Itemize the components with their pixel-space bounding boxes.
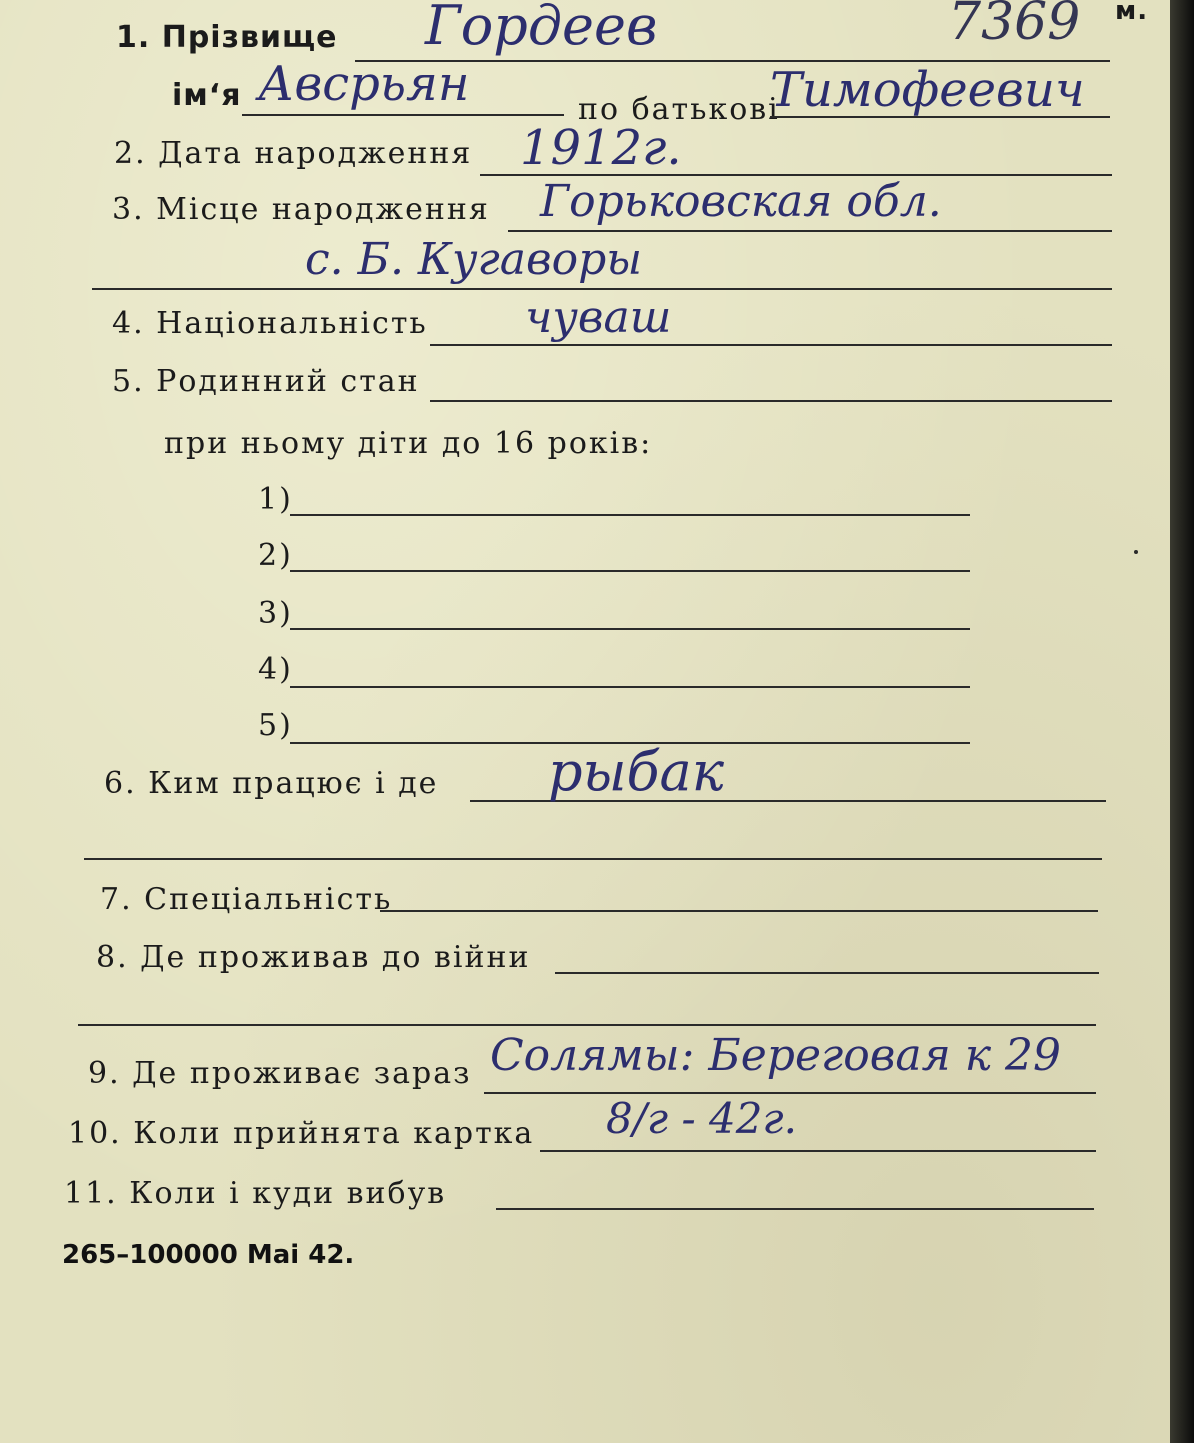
nationality-handwriting: чуваш xyxy=(525,292,672,343)
birth-place-label: 3. Місце народження xyxy=(112,192,490,227)
family-status-line xyxy=(430,400,1112,402)
card-accepted-handwriting: 8/г - 42г. xyxy=(606,1094,798,1143)
child-4-line xyxy=(290,686,970,688)
prewar-residence-line-2 xyxy=(78,1024,1096,1026)
occupation-handwriting: рыбак xyxy=(548,740,724,803)
first-name-handwriting: Авсрьян xyxy=(258,56,470,112)
print-code: 265–100000 Mai 42. xyxy=(62,1240,355,1270)
prewar-residence-label: 8. Де проживав до війни xyxy=(96,940,531,975)
family-status-label: 5. Родинний стан xyxy=(112,364,420,399)
child-2-label: 2) xyxy=(258,538,293,573)
card-accepted-label: 10. Коли прийнята картка xyxy=(68,1116,535,1151)
birth-place-handwriting-2: с. Б. Кугаворы xyxy=(305,234,643,285)
specialty-line xyxy=(380,910,1098,912)
birth-date-handwriting: 1912г. xyxy=(520,120,682,176)
background-edge xyxy=(1170,0,1194,1443)
departure-line xyxy=(496,1208,1094,1210)
departure-label: 11. Коли і куди вибув xyxy=(64,1176,447,1211)
card-number-handwriting: 7369 xyxy=(948,0,1081,52)
child-2-line xyxy=(290,570,970,572)
birth-place-line-1 xyxy=(508,230,1112,232)
first-name-label: ім‘я xyxy=(172,78,242,113)
patronymic-handwriting: Тимофеевич xyxy=(770,62,1085,118)
nationality-label: 4. Національність xyxy=(112,306,428,341)
surname-handwriting: Гордеев xyxy=(425,0,658,57)
children-label: при ньому діти до 16 років: xyxy=(164,426,653,461)
current-residence-handwriting: Солямы: Береговая к 29 xyxy=(490,1030,1061,1081)
child-4-label: 4) xyxy=(258,652,293,687)
patronymic-label: по батькові xyxy=(578,92,780,127)
child-5-label: 5) xyxy=(258,708,293,743)
child-1-label: 1) xyxy=(258,482,293,517)
birth-date-label: 2. Дата народження xyxy=(114,136,473,171)
specialty-label: 7. Спеціальність xyxy=(100,882,393,917)
card-number-suffix: м. xyxy=(1115,0,1149,26)
first-name-line xyxy=(242,114,564,116)
card-accepted-line xyxy=(540,1150,1096,1152)
ink-speck xyxy=(1134,550,1138,554)
current-residence-label: 9. Де проживає зараз xyxy=(88,1056,472,1091)
occupation-line-2 xyxy=(84,858,1102,860)
occupation-label: 6. Ким працює і де xyxy=(104,766,439,801)
prewar-residence-line-1 xyxy=(555,972,1099,974)
nationality-line xyxy=(430,344,1112,346)
birth-place-line-2 xyxy=(92,288,1112,290)
child-3-label: 3) xyxy=(258,596,293,631)
birth-place-handwriting-1: Горьковская обл. xyxy=(540,176,942,227)
child-3-line xyxy=(290,628,970,630)
child-1-line xyxy=(290,514,970,516)
surname-label: 1. Прізвище xyxy=(116,20,338,55)
